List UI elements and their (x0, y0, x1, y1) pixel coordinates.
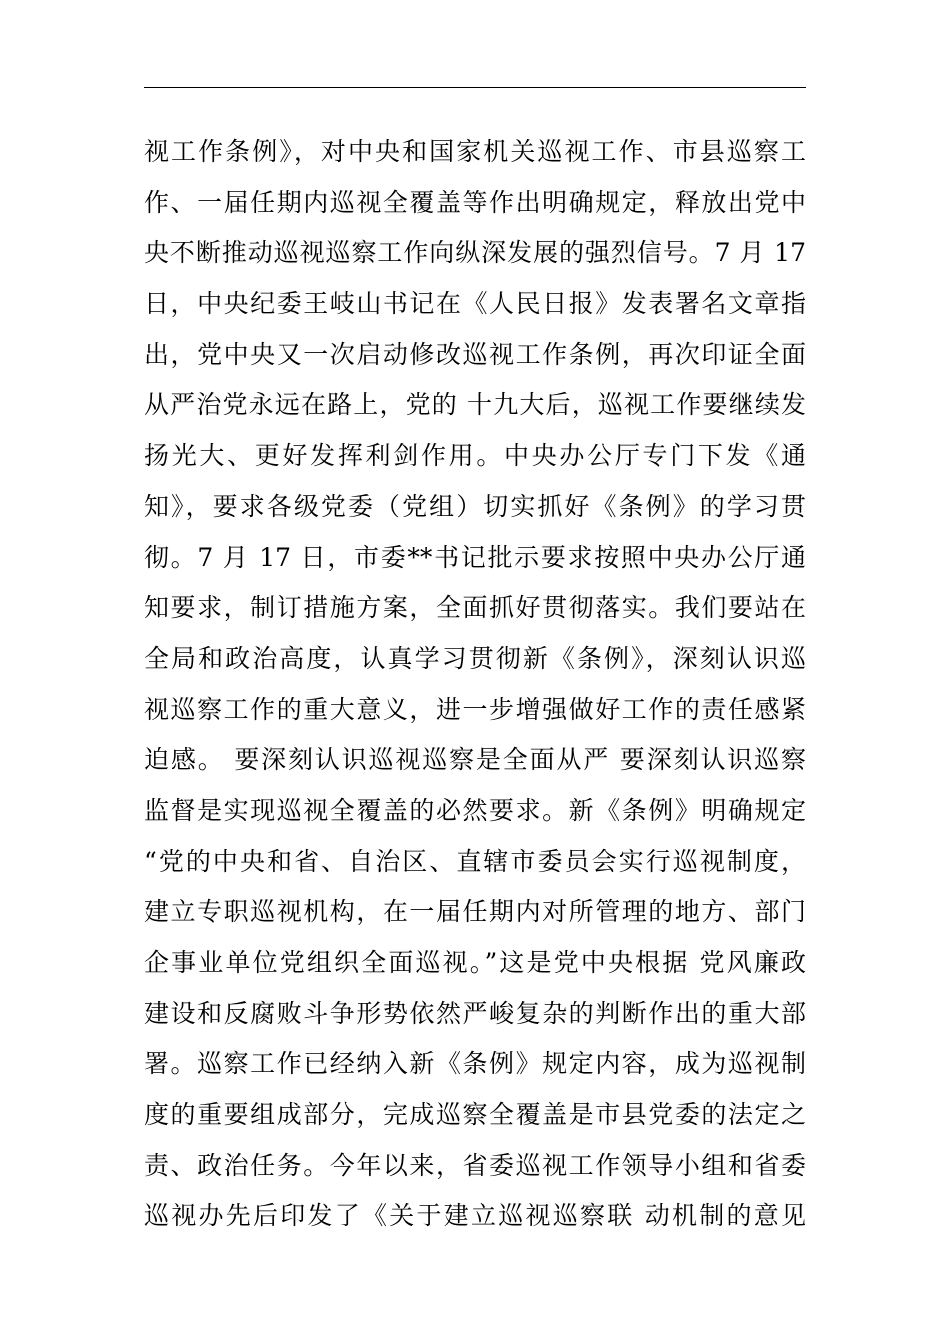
text-line: 度的重要组成部分，完成巡察全覆盖是市县党委的法定之 (144, 1100, 806, 1130)
text-line: 扬光大、更好发挥利剑作用。中央办公厅专门下发《通 (144, 441, 806, 471)
text-line: 彻。7 月 17 日，市委**书记批示要求按照中央办公厅通 (144, 542, 806, 572)
text-line: 责、政治任务。今年以来，省委巡视工作领导小组和省委 (144, 1150, 806, 1180)
text-line: 视巡察工作的重大意义，进一步增强做好工作的责任感紧 (144, 694, 806, 724)
text-line: 作、一届任期内巡视全覆盖等作出明确规定，释放出党中 (144, 187, 806, 217)
text-line: 视工作条例》，对中央和国家机关巡视工作、市县巡察工 (144, 137, 806, 166)
header-rule (144, 87, 806, 88)
text-line: 知要求，制订措施方案，全面抓好贯彻落实。我们要站在 (144, 593, 806, 623)
text-line: 全局和政治高度，认真学习贯彻新《条例》，深刻认识巡 (144, 643, 806, 673)
text-line: 建立专职巡视机构，在一届任期内对所管理的地方、部门 (144, 897, 806, 927)
text-line: 监督是实现巡视全覆盖的必然要求。新《条例》明确规定 (144, 795, 806, 825)
text-line: 央不断推动巡视巡察工作向纵深发展的强烈信号。7 月 17 (144, 238, 806, 268)
text-line: “党的中央和省、自治区、直辖市委员会实行巡视制度， (144, 846, 806, 876)
text-line: 迫感。 要深刻认识巡视巡察是全面从严 要深刻认识巡察 (144, 745, 806, 775)
text-line: 从严治党永远在路上，党的 十九大后，巡视工作要继续发 (144, 390, 806, 420)
text-line: 企事业单位党组织全面巡视。”这是党中央根据 党风廉政 (144, 948, 806, 977)
text-line: 知》，要求各级党委（党组）切实抓好《条例》的学习贯 (144, 491, 806, 521)
text-line: 巡视办先后印发了《关于建立巡视巡察联 动机制的意见 (144, 1201, 806, 1231)
text-line: 建设和反腐败斗争形势依然严峻复杂的判断作出的重大部 (144, 998, 806, 1028)
text-line: 日，中央纪委王岐山书记在《人民日报》发表署名文章指 (144, 289, 806, 319)
text-line: 出，党中央又一次启动修改巡视工作条例，再次印证全面 (144, 339, 806, 369)
body-text (144, 127, 806, 1242)
text-line: 署。巡察工作已经纳入新《条例》规定内容，成为巡视制 (144, 1049, 806, 1079)
